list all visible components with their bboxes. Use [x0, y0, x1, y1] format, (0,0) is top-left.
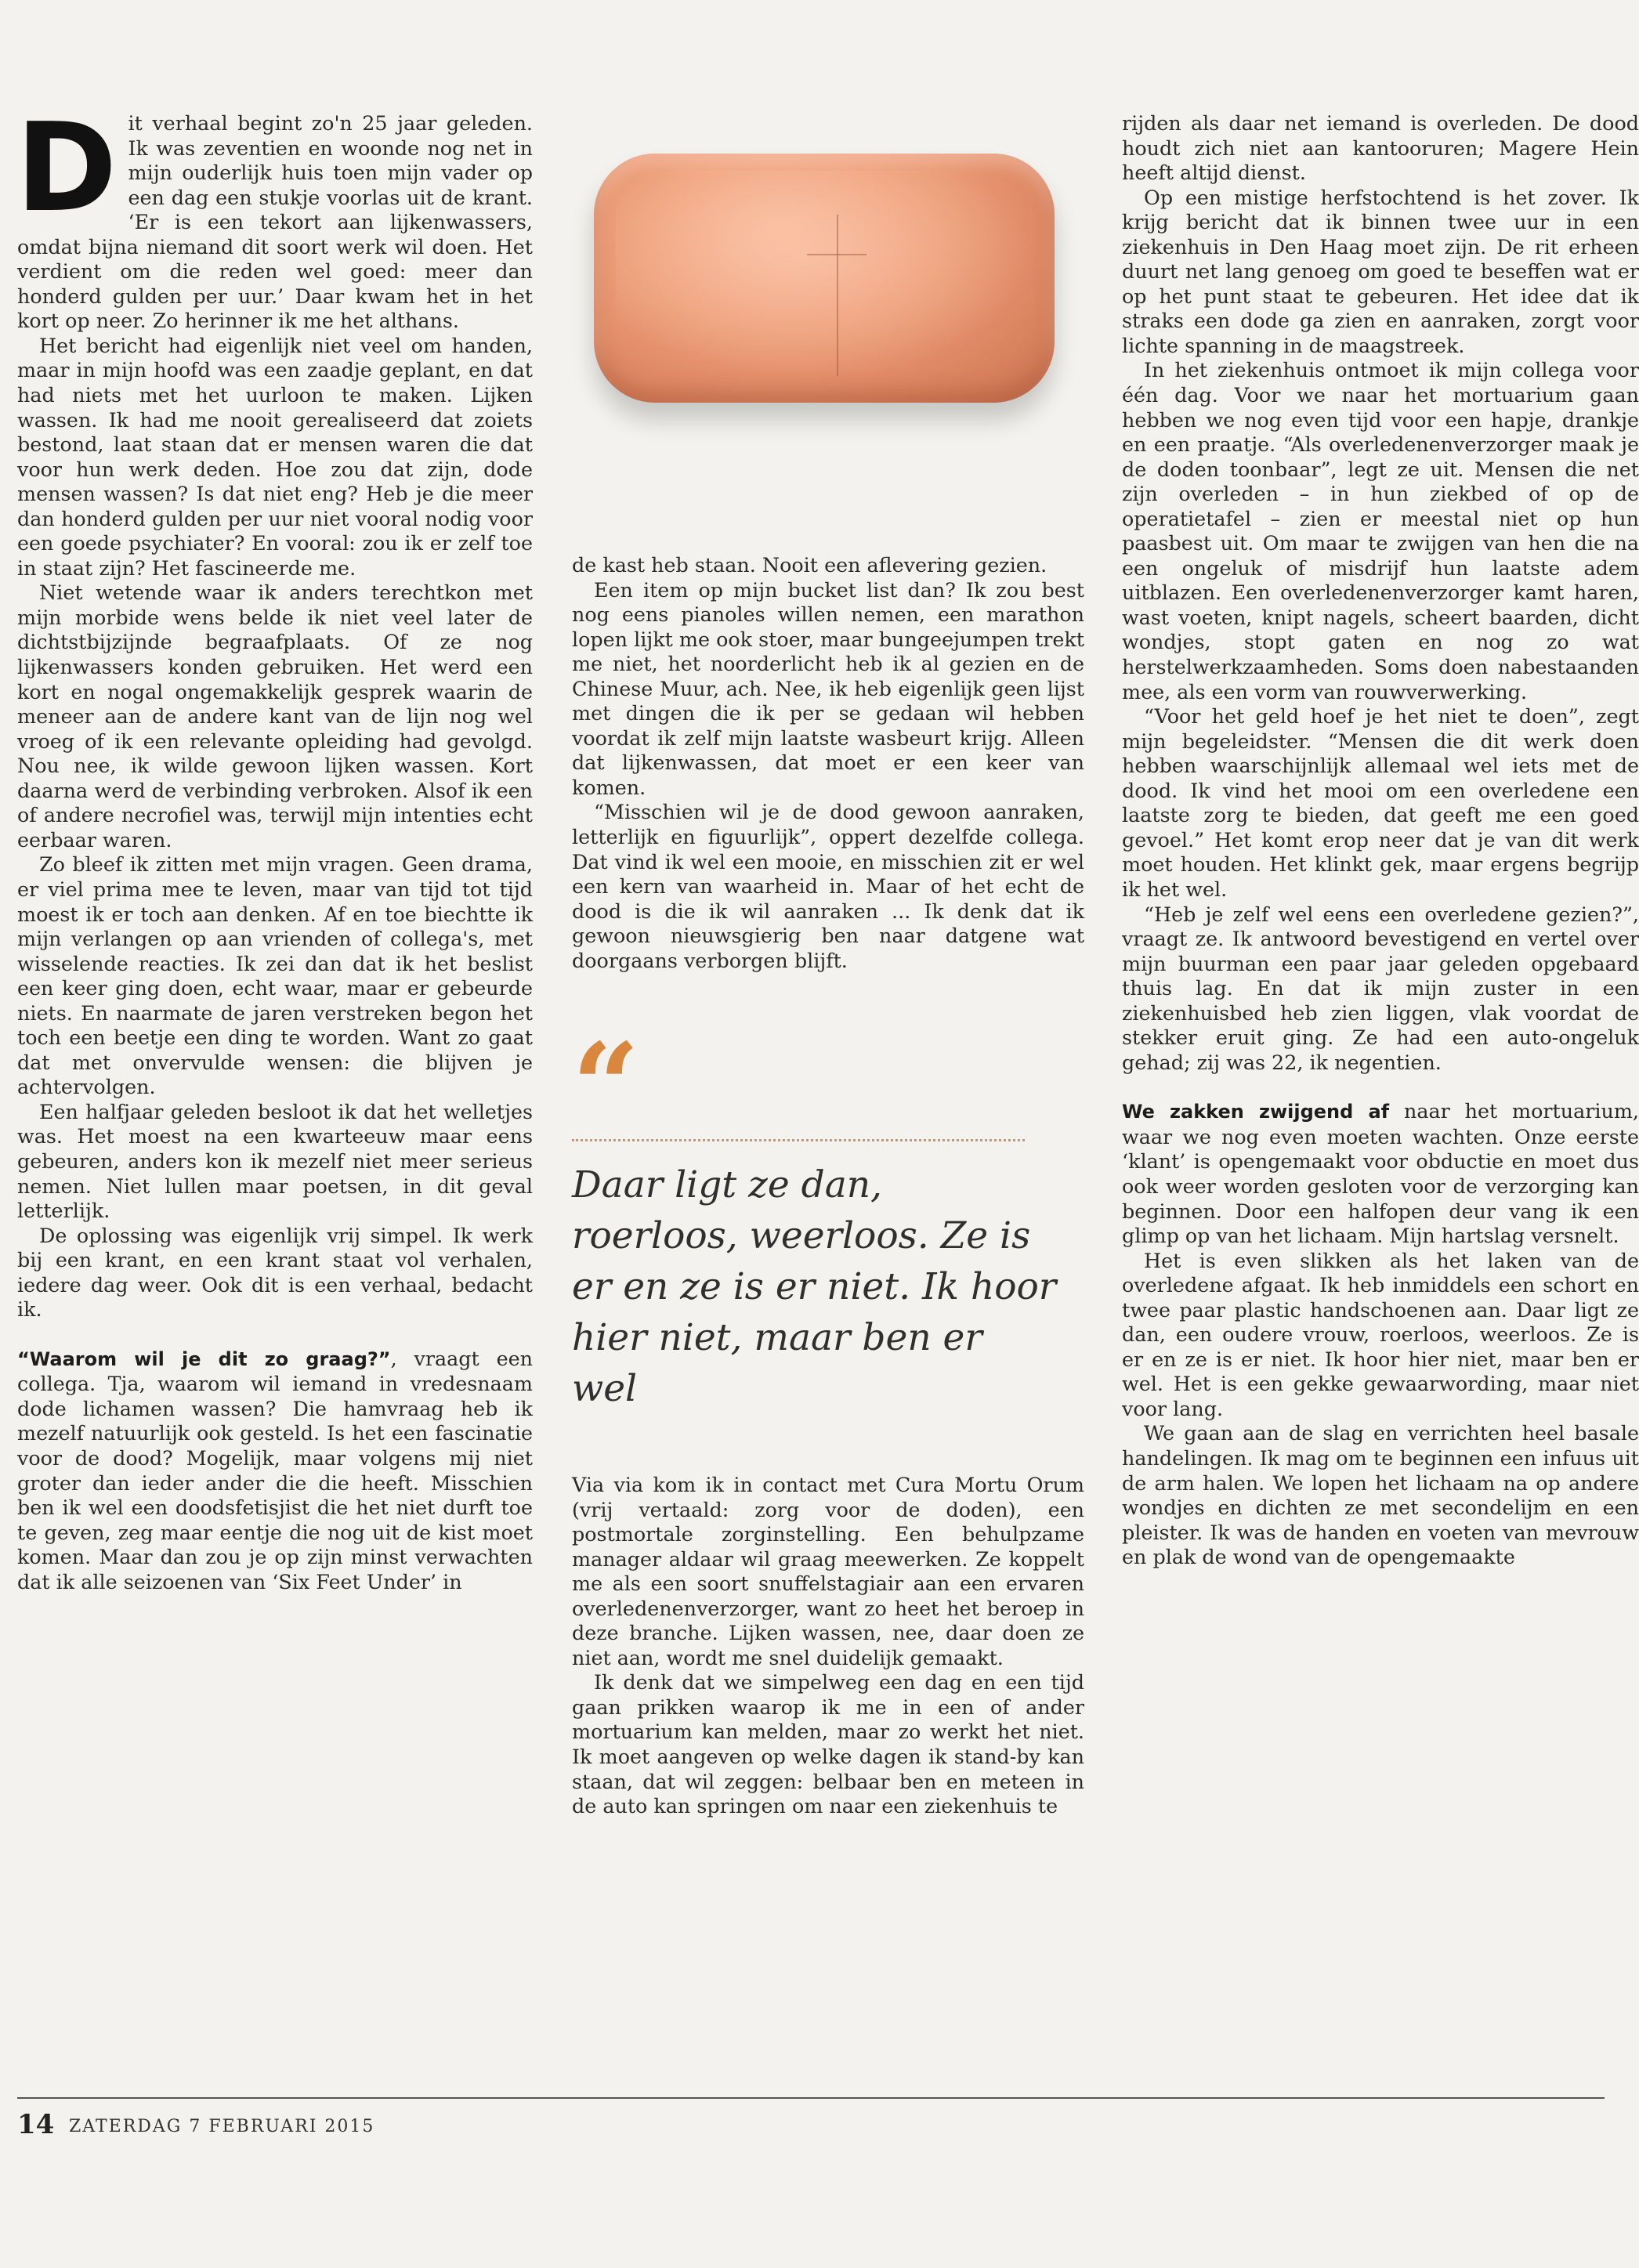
- article-column-1: [16, 96, 533, 1594]
- paragraph-text: naar het mortuarium, waar we nog even moeten wachten. Onze eerste ‘klant’ is opengemaakt voor obductie en moet dus ook weer worden gesloten voor de verzorging kan beginnen. Door een halfopen deur vang ik een glimp op van het lichaam. Mijn hartslag versnelt.: [1122, 1099, 1639, 1248]
- paragraph: De oplossing was eigenlijk vrij simpel. Ik werk bij een krant, en een krant staat vol verhalen, iedere dag weer. Ook dit is een verhaal, bedacht ik.: [17, 1223, 533, 1322]
- cross-horizontal: [807, 254, 867, 255]
- paragraph: Op een mistige herfstochtend is het zover. Ik krijg bericht dat ik binnen twee uur in een ziekenhuis in Den Haag moet zijn. De rit erheen duurt net lang genoeg om goed te beseffen wat er op het punt staat te gebeuren. Het idee dat ik straks een dode ga zien en aanraken, zorgt voor lichte spanning in de maagstreek.: [1122, 185, 1639, 357]
- paragraph: Niet wetende waar ik anders terechtkon met mijn morbide wens belde ik niet veel later de dichtstbijzijnde begraafplaats. Of ze nog lijkenwassers konden gebruiken. Het werd een kort en nogal ongemakkelijk gesprek waarin de meneer aan de andere kant van de lijn nog wel vroeg of ik een relevante opleiding had gevolgd. Nou nee, ik wilde gewoon lijken wassen. Kort daarna werd de verbinding verbroken. Alsof ik een of andere necrofiel was, terwijl mijn intenties echt eerbaar waren.: [17, 581, 533, 852]
- paragraph: Een item op mijn bucket list dan? Ik zou best nog eens pianoles willen nemen, een marathon lopen lijkt me ook stoer, maar bungeejumpen trekt me niet, het noorderlicht heb ik al gezien en de Chinese Muur, ach. Nee, ik heb eigenlijk geen lijst met dingen die ik per se gedaan wil hebben voordat ik zelf mijn laatste wasbeurt krijg. Alleen dat lijkenwassen, dat moet er een keer van komen.: [572, 577, 1084, 799]
- page-number: 14: [17, 2109, 55, 2140]
- paragraph: Zo bleef ik zitten met mijn vragen. Geen drama, er viel prima mee te leven, maar van tijd tot tijd moest ik er toch aan denken. Af en toe biechtte ik mijn verlangen op aan vrienden of collega's, met wisselende reacties. Ik zei dan dat ik het beslist een keer ging doen, echt waar, maar er gebeurde niets. En naarmate de jaren verstreken begon het toch een beetje een ding te worden. Want zo gaat dat met onvervulde wensen: die blijven je achtervolgen.: [17, 852, 533, 1099]
- paragraph: rijden als daar net iemand is overleden. De dood houdt zich niet aan kantooruren; Magere Hein heeft altijd dienst.: [1122, 111, 1639, 185]
- paragraph: “Heb je zelf wel eens een overledene gezien?”, vraagt ze. Ik antwoord bevestigend en vertel over mijn buurman een paar jaar geleden opgebaard thuis lag. En dat ik mijn zuster in een ziekenhuisbed heb zien liggen, vlak voordat de stekker eruit ging. Ze had een auto-ongeluk gehad; zij was 22, ik negentien.: [1122, 902, 1639, 1074]
- paragraph: Het is even slikken als het laken van de overledene afgaat. Ik heb inmiddels een schort en twee paar plastic handschoenen aan. Daar ligt ze dan, een oudere vrouw, roerloos, weerloos. Ze is er en ze is er niet. Ik hoor hier niet, maar ben er wel. Het is een gekke gewaarwording, maar niet voor lang.: [1122, 1248, 1639, 1420]
- paragraph-with-subhead: [1122, 1099, 1639, 1248]
- subhead: “Waarom wil je dit zo graag?”: [17, 1347, 391, 1370]
- soap-highlight: [616, 171, 1033, 379]
- paragraph: Een halfjaar geleden besloot ik dat het welletjes was. Het moest na een kwarteeuw maar eens gebeuren, anders kon ik mezelf niet meer serieus nemen. Niet lullen maar poetsen, in dit geval letterlijk.: [17, 1099, 533, 1223]
- paragraph-text: , vraagt een collega. Tja, waarom wil iemand in vredesnaam dode lichamen wassen? Die hamvraag heb ik mezelf natuurlijk ook gesteld. Is het een fascinatie voor de dood? Mogelijk, maar volgens mij niet groter dan ieder ander die die heeft. Misschien ben ik wel een doodsfetisjist die het niet durft toe te geven, zeg maar eentje die nog uit de kist moet komen. Maar dan zou je op zijn minst verwachten dat ik alle seizoenen van ‘Six Feet Under’ in: [17, 1346, 533, 1593]
- paragraph-with-subhead: [17, 1347, 533, 1594]
- paragraph: Het bericht had eigenlijk niet veel om handen, maar in mijn hoofd was een zaadje geplant, en dat had niets met het uurloon te maken. Lijken wassen. Ik had me nooit gerealiseerd dat zoiets bestond, laat staan dat er mensen waren die dat voor hun werk deden. Hoe zou dat zijn, dode mensen wassen? Is dat niet eng? Heb je die meer dan honderd gulden per uur niet vooral nodig voor een goede psychiater? En vooral: zou ik er zelf toe in staat zijn? Het fascineerde me.: [17, 333, 533, 580]
- paragraph: Via via kom ik in contact met Cura Mortu Orum (vrij vertaald: zorg voor de doden), een postmortale zorginstelling. Een behulpzame manager aldaar wil graag meewerken. Ze koppelt me als een soort snuffelstagiair aan een ervaren overledenenverzorger, want zo heet het beroep in deze branche. Lijken wassen, nee, daar doen ze niet aan, wordt me snel duidelijk gemaakt.: [572, 1473, 1084, 1669]
- paragraph: We gaan aan de slag en verrichten heel basale handelingen. Ik mag om te beginnen een infuus uit de arm halen. We lopen het lichaam na op andere wondjes en dichten ze met secondelijm en een pleister. Ik was de handen en voeten van mevrouw en plak de wond van de opengemaakte: [1122, 1421, 1639, 1569]
- paragraph: de kast heb staan. Nooit een aflevering gezien.: [572, 553, 1047, 577]
- cross-vertical: [837, 215, 838, 376]
- subhead: We zakken zwijgend af: [1122, 1101, 1390, 1123]
- soap-bar-with-cross-icon: [594, 154, 1055, 403]
- paragraph: it verhaal begint zo'n 25 jaar geleden. Ik was zeventien en woonde nog net in mijn ouderlijk huis toen mijn vader op een dag een stukje voorlas uit de krant. ‘Er is een tekort aan lijkenwassers, omdat bijna niemand dit soort werk wil doen. Het verdient om die reden wel goed: meer dan honderd gulden per uur.’ Daar kwam het in het kort op neer. Zo herinner ik me het althans.: [17, 111, 533, 333]
- issue-date: ZATERDAG 7 FEBRUARI 2015: [69, 2117, 375, 2136]
- dotted-divider: [572, 1139, 1025, 1141]
- article-column-3: [1122, 111, 1639, 1570]
- paragraph: Ik denk dat we simpelweg een dag en een tijd gaan prikken waarop ik me in een of ander mortuarium kan melden, maar zo werkt het niet. Ik moet aangeven op welke dagen ik stand-by kan staan, dat wil zeggen: belbaar ben en meteen in de auto kan springen om naar een ziekenhuis te: [572, 1670, 1084, 1818]
- article-column-2-bottom: [572, 1473, 1084, 1819]
- footer-rule: [17, 2097, 1605, 2099]
- quote-mark-icon: “: [572, 1018, 640, 1156]
- paragraph: “Misschien wil je de dood gewoon aanraken, letterlijk en figuurlijk”, oppert dezelfde collega. Dat vind ik wel een mooie, en misschien zit er wel een kern van waarheid in. Maar of het echt de dood is die ik wil aanraken ... Ik denk dat ik gewoon nieuwsgierig ben naar datgene wat doorgaans verborgen blijft.: [572, 800, 1084, 972]
- pull-quote: Daar ligt ze dan, roerloos, weerloos. Ze is er en ze is er niet. Ik hoor hier niet, maar ben er wel: [572, 1163, 1057, 1410]
- drop-cap: D: [16, 96, 118, 239]
- article-column-2-top: [572, 553, 1084, 973]
- paragraph: “Voor het geld hoef je het niet te doen”, zegt mijn begeleidster. “Mensen die dit werk doen hebben waarschijnlijk allemaal wel iets met de dood. Ik vind het mooi om een overledene een laatste zorg te bieden, dat geeft me een goed gevoel.” Het komt erop neer dat je van dit werk moet houden. Het klinkt gek, maar ergens begrijp ik het wel.: [1122, 704, 1639, 901]
- paragraph: In het ziekenhuis ontmoet ik mijn collega voor één dag. Voor we naar het mortuarium gaan hebben we nog even tijd voor een hapje, drankje en een praatje. “Als overledenenverzorger maak je de doden toonbaar”, legt ze uit. Mensen die net zijn overleden – in hun ziekbed of op de operatietafel – zien er meestal niet op hun paasbest uit. Om maar te zwijgen van hen die na een ongeluk of misdrijf hun laatste adem uitblazen. Een overledenenverzorger kamt haren, wast voeten, knipt nagels, scheert baarden, dicht wondjes, stopt gaten en nog zo wat herstelwerkzaamheden. Soms doen nabestaanden mee, als een vorm van rouwverwerking.: [1122, 358, 1639, 704]
